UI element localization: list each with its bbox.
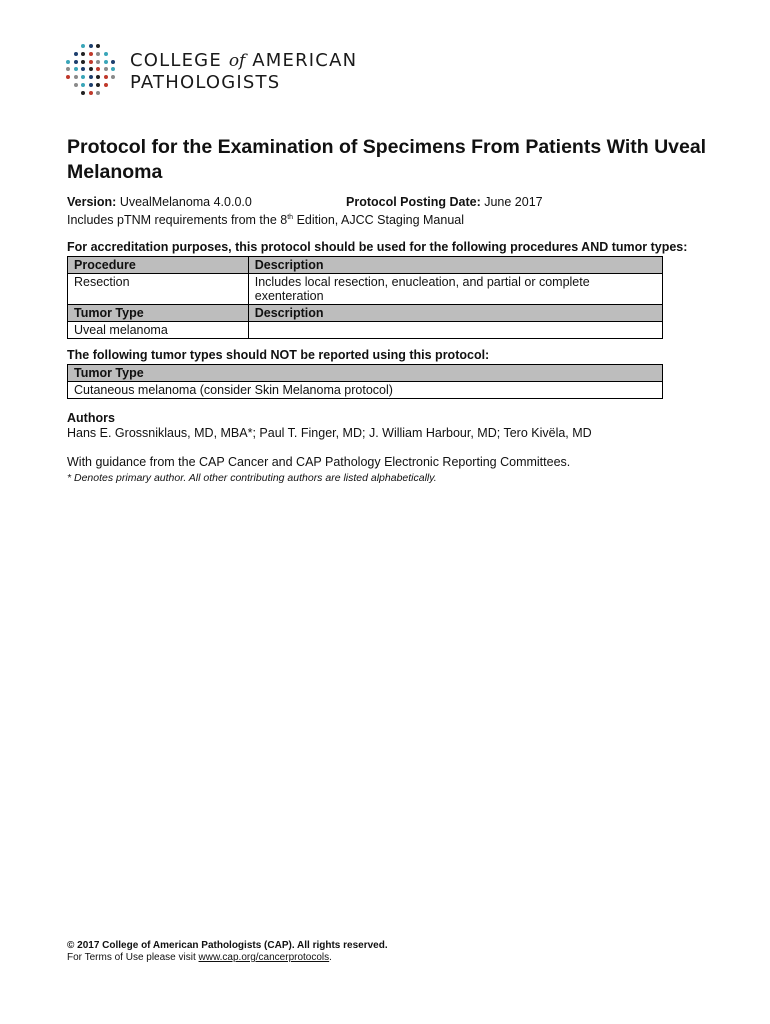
logo-dot (74, 75, 78, 79)
logo-american: AMERICAN (252, 50, 358, 71)
authors-heading: Authors (67, 411, 115, 425)
logo-pathologists: PATHOLOGISTS (130, 72, 281, 93)
logo-dot (66, 60, 70, 64)
logo-dot (89, 67, 93, 71)
logo-dot (104, 67, 108, 71)
guidance-text: With guidance from the CAP Cancer and CAP Pathology Electronic Reporting Committees. (67, 455, 571, 469)
logo-dot (81, 52, 85, 56)
logo-dot (104, 52, 108, 56)
logo-dot (74, 52, 78, 56)
accreditation-table (67, 256, 663, 339)
table-row (68, 382, 663, 399)
posting-value: June 2017 (484, 195, 543, 209)
logo-dot (89, 52, 93, 56)
logo-dot (81, 60, 85, 64)
logo-of: of (228, 51, 246, 71)
logo-dot (96, 52, 100, 56)
table-header-tumor-type: Tumor Type (68, 305, 249, 322)
version-value: UvealMelanoma 4.0.0.0 (119, 195, 252, 209)
logo-dot (104, 60, 108, 64)
logo-dot (89, 75, 93, 79)
includes-suffix: Edition, AJCC Staging Manual (296, 213, 465, 227)
logo-college: COLLEGE (130, 50, 222, 71)
table-cell-tumor-type: Uveal melanoma (68, 322, 249, 339)
terms-of-use (67, 952, 332, 963)
cap-logo (66, 44, 357, 100)
table-row (68, 365, 663, 382)
logo-dot (89, 91, 93, 95)
logo-dot (81, 83, 85, 87)
logo-dot (74, 60, 78, 64)
table-row (68, 322, 663, 339)
not-reported-table (67, 364, 663, 399)
accreditation-heading: For accreditation purposes, this protocol should be used for the following procedures AND tumor types: (67, 240, 688, 254)
document-meta (67, 195, 543, 228)
table-header-procedure: Procedure (68, 257, 249, 274)
logo-dot (74, 83, 78, 87)
copyright-text: © 2017 College of American Pathologists (CAP). All rights reserved. (67, 940, 388, 951)
includes-sup: th (287, 214, 294, 221)
includes-prefix: Includes pTNM requirements from the 8 (67, 213, 288, 227)
table-cell-procedure: Resection (68, 274, 249, 305)
primary-author-note: * Denotes primary author. All other contributing authors are listed alphabetically. (67, 472, 437, 484)
logo-dot (111, 60, 115, 64)
table-cell-tumor-type: Cutaneous melanoma (consider Skin Melanoma protocol) (68, 382, 663, 399)
logo-dot (104, 83, 108, 87)
logo-dot (96, 83, 100, 87)
terms-suffix: . (329, 952, 332, 963)
table-row (68, 257, 663, 274)
posting-date (346, 195, 543, 210)
table-cell-tumor-description (248, 322, 662, 339)
logo-dot (111, 75, 115, 79)
logo-dot (111, 67, 115, 71)
logo-dot (96, 67, 100, 71)
logo-dot (104, 75, 108, 79)
logo-dot (66, 75, 70, 79)
logo-dot (81, 44, 85, 48)
logo-dot (66, 67, 70, 71)
cap-dot-grid-icon (66, 44, 120, 100)
logo-dot (81, 75, 85, 79)
authors-list: Hans E. Grossniklaus, MD, MBA*; Paul T. Finger, MD; J. William Harbour, MD; Tero Kivëla, MD (67, 426, 592, 440)
logo-dot (96, 44, 100, 48)
table-header-description-2: Description (248, 305, 662, 322)
table-cell-description: Includes local resection, enucleation, and partial or complete exenteration (248, 274, 662, 305)
logo-dot (74, 67, 78, 71)
posting-label: Protocol Posting Date: (346, 195, 481, 209)
cancer-protocols-link[interactable]: www.cap.org/cancerprotocols (198, 952, 330, 963)
table-header-tumor-type: Tumor Type (68, 365, 663, 382)
logo-dot (96, 75, 100, 79)
document-title: Protocol for the Examination of Specimens From Patients With Uveal Melanoma (67, 136, 707, 183)
logo-dot (89, 44, 93, 48)
includes-line (67, 210, 464, 228)
logo-dot (89, 83, 93, 87)
terms-prefix: For Terms of Use please visit (67, 952, 196, 963)
logo-dot (96, 60, 100, 64)
logo-dot (89, 60, 93, 64)
version-label: Version: (67, 195, 117, 209)
logo-wordmark (130, 50, 357, 94)
table-row (68, 305, 663, 322)
logo-dot (81, 91, 85, 95)
table-header-description: Description (248, 257, 662, 274)
logo-dot (96, 91, 100, 95)
logo-dot (81, 67, 85, 71)
not-reported-heading: The following tumor types should NOT be reported using this protocol: (67, 348, 490, 362)
table-row (68, 274, 663, 305)
